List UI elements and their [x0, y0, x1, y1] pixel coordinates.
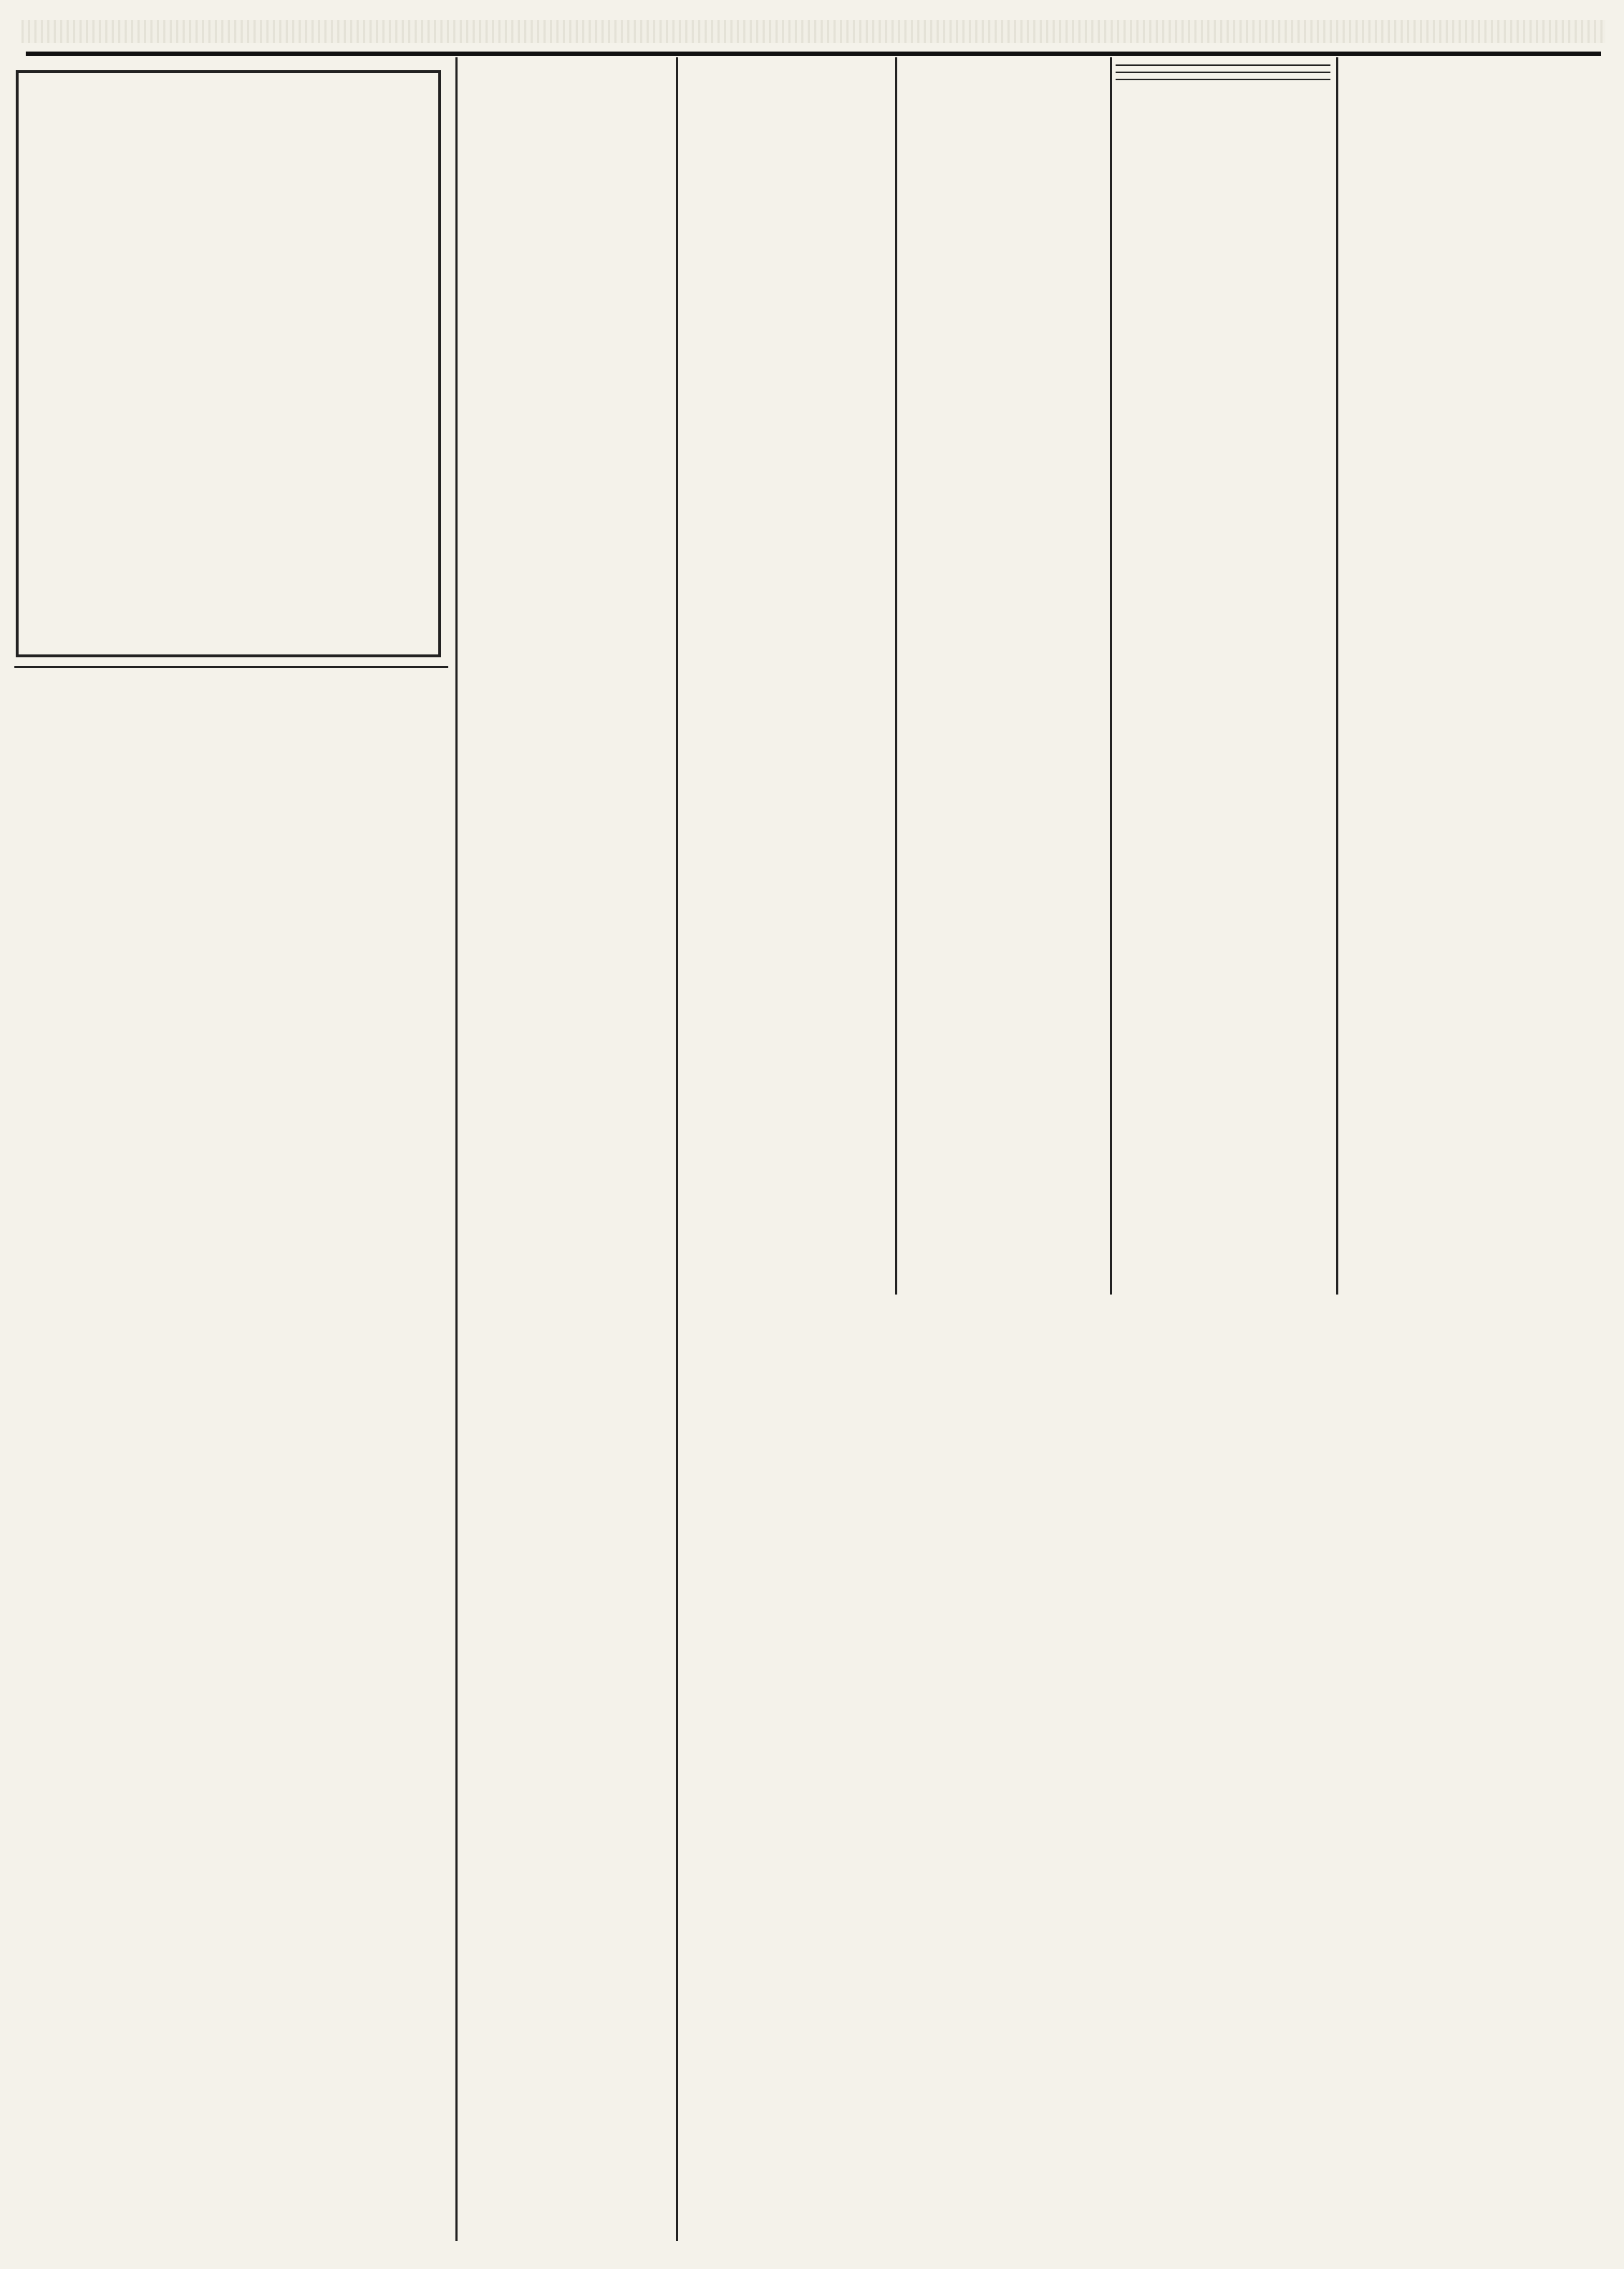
ad-bottom-rule	[14, 666, 448, 668]
notice-divider	[1116, 72, 1330, 73]
column-5-notices	[1116, 59, 1330, 1296]
column-rule-2	[676, 57, 678, 2241]
column-1	[17, 674, 447, 2243]
column-rule-3	[895, 57, 897, 1295]
column-rule-5	[1336, 57, 1338, 1295]
header-scan-band	[21, 20, 1605, 43]
column-2	[463, 674, 670, 2243]
notice-divider	[1116, 79, 1330, 80]
column-rule-4	[1110, 57, 1112, 1295]
top-rule	[26, 52, 1601, 56]
notice-divider	[1116, 64, 1330, 66]
column-3	[683, 59, 891, 2243]
column-rule-1	[455, 57, 458, 2241]
concert-advertisement	[16, 70, 441, 657]
column-4	[902, 59, 1106, 1296]
